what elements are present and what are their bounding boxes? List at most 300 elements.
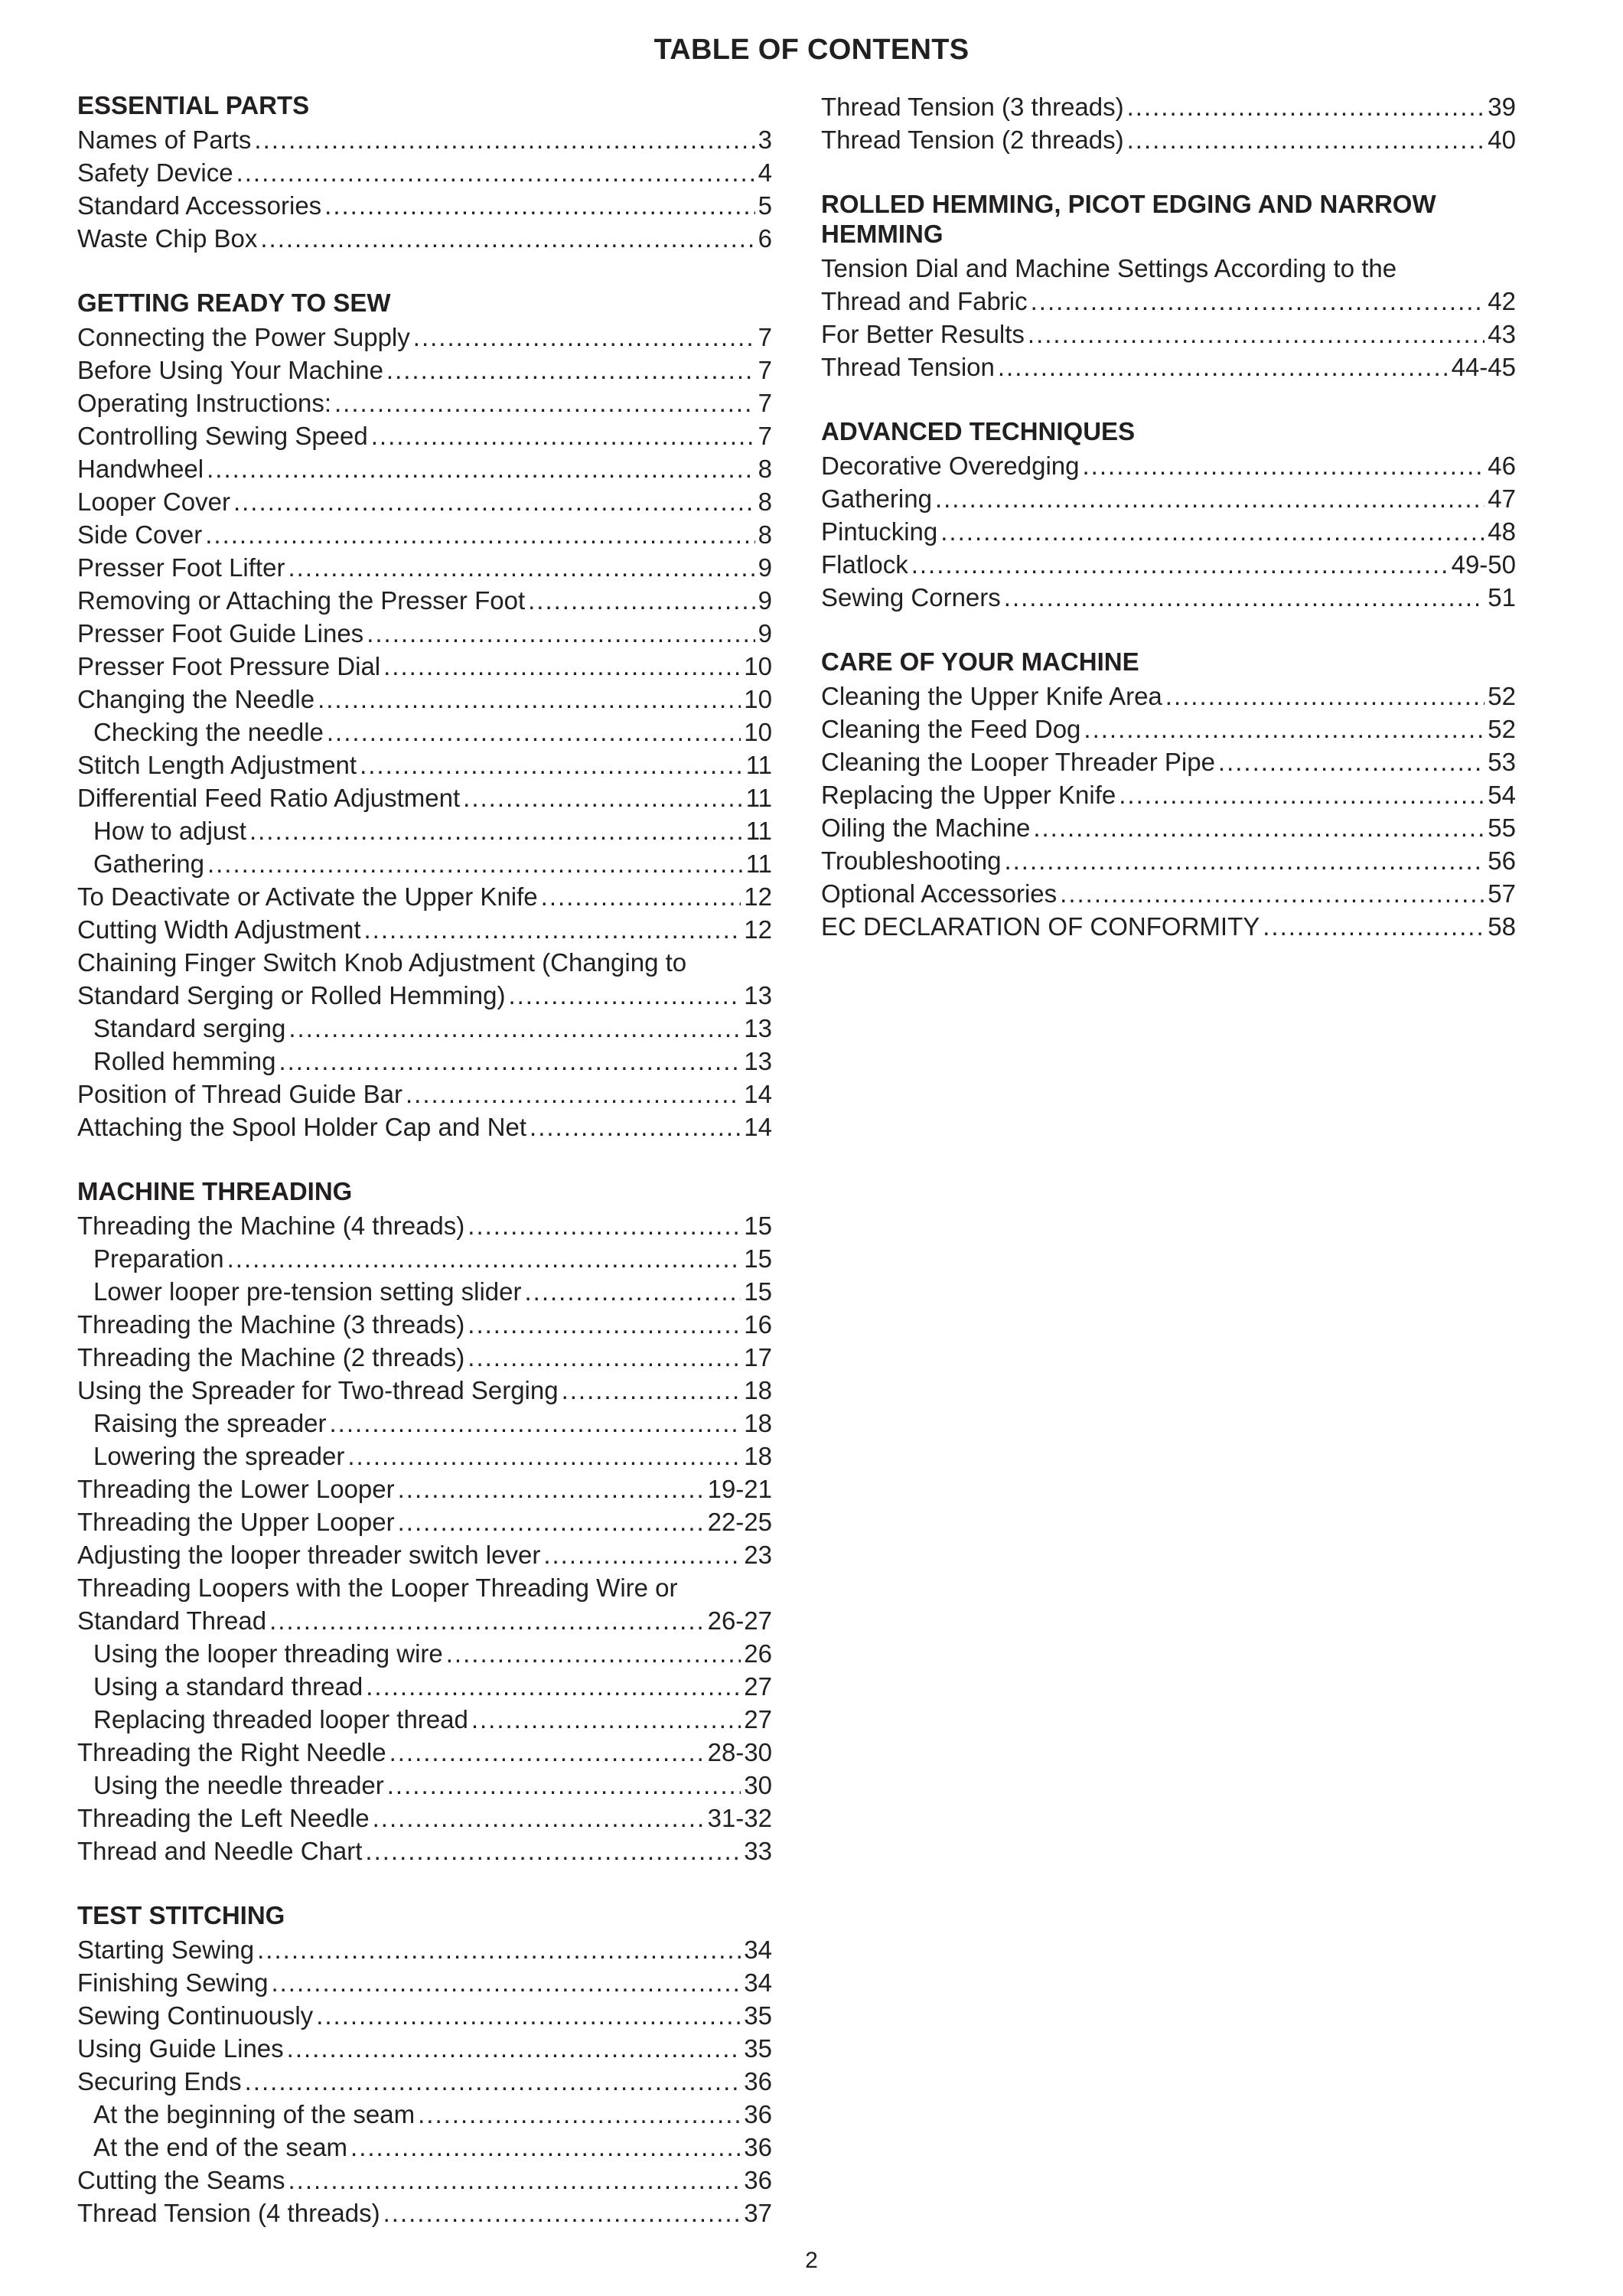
toc-entry	[821, 548, 1516, 581]
toc-entry	[77, 452, 772, 485]
toc-entry-page: 22-25	[707, 1508, 772, 1536]
toc-entry-title: Pintucking	[821, 517, 938, 546]
toc-entry	[821, 285, 1516, 318]
toc-entry-title: To Deactivate or Activate the Upper Knife	[77, 882, 538, 911]
toc-entry-title: Gathering	[93, 850, 204, 878]
toc-entry-page: 17	[744, 1343, 772, 1371]
toc-entry-page: 16	[744, 1310, 772, 1339]
toc-entry-page: 15	[744, 1277, 772, 1306]
toc-entry	[821, 811, 1516, 844]
toc-entry-page: 12	[744, 915, 772, 944]
toc-entry-page: 13	[744, 1047, 772, 1075]
toc-entry-title: Flatlock	[821, 550, 908, 579]
toc-entry-title: Side Cover	[77, 520, 203, 549]
toc-entry-page: 40	[1488, 126, 1516, 154]
toc-entry-title: Looper Cover	[77, 488, 230, 516]
toc-entry-page: 58	[1488, 912, 1516, 941]
toc-entry-title: Rolled hemming	[93, 1047, 276, 1075]
toc-entry	[77, 2197, 772, 2229]
toc-entry	[77, 781, 772, 814]
toc-entry-page: 12	[744, 882, 772, 911]
toc-entry-page: 8	[758, 520, 772, 549]
dot-leader	[245, 2065, 741, 2098]
toc-entry-title: Threading the Right Needle	[77, 1738, 386, 1766]
dot-leader	[1127, 90, 1485, 123]
toc-entry-page: 36	[744, 2100, 772, 2128]
toc-entry-title: Using a standard thread	[93, 1672, 363, 1701]
toc-entry-title: Threading the Machine (4 threads)	[77, 1212, 465, 1240]
toc-left-column	[77, 90, 772, 2262]
toc-entry-title: Cleaning the Looper Threader Pipe	[821, 748, 1215, 776]
dot-leader	[998, 351, 1449, 383]
toc-entry	[77, 2131, 772, 2164]
toc-entry	[77, 1275, 772, 1308]
dot-leader	[288, 1012, 741, 1045]
toc-entry-title: Oiling the Machine	[821, 814, 1031, 842]
dot-leader	[260, 222, 754, 255]
toc-entry	[77, 2098, 772, 2131]
toc-entry	[77, 1966, 772, 1999]
toc-entry-title: Securing Ends	[77, 2067, 242, 2095]
dot-leader	[383, 650, 741, 683]
dot-leader	[1028, 318, 1484, 351]
toc-entry-page: 54	[1488, 781, 1516, 809]
dot-leader	[543, 1538, 741, 1571]
toc-entry-title: Thread Tension (2 threads)	[821, 126, 1124, 154]
toc-entry	[77, 650, 772, 683]
dot-leader	[935, 482, 1484, 515]
toc-entry-page: 51	[1488, 583, 1516, 612]
dot-leader	[257, 1933, 741, 1966]
toc-entry-page: 9	[758, 586, 772, 615]
toc-entry-page: 35	[744, 2034, 772, 2063]
toc-entry-page: 14	[744, 1113, 772, 1141]
dot-leader	[468, 1308, 741, 1341]
toc-entry	[77, 1670, 772, 1703]
dot-leader	[288, 551, 754, 584]
dot-leader	[1004, 844, 1484, 877]
dot-leader	[562, 1374, 741, 1407]
toc-entry	[77, 354, 772, 386]
dot-leader	[269, 1604, 705, 1637]
dot-leader	[330, 1407, 741, 1440]
dot-leader	[365, 1835, 741, 1867]
toc-entry-title: Cutting Width Adjustment	[77, 915, 361, 944]
page-title: TABLE OF CONTENTS	[653, 34, 970, 66]
toc-entry-title: Names of Parts	[77, 126, 252, 154]
toc-section-essential-parts	[77, 90, 772, 255]
toc-entry-page: 7	[758, 389, 772, 417]
toc-entry	[821, 351, 1516, 383]
toc-entry-page: 56	[1488, 846, 1516, 875]
dot-leader	[398, 1473, 705, 1505]
dot-leader	[205, 518, 754, 551]
toc-entry	[77, 1012, 772, 1045]
toc-entry-page: 47	[1488, 484, 1516, 513]
dot-leader	[360, 748, 743, 781]
toc-entry-page: 18	[744, 1376, 772, 1404]
toc-entry-title: Lower looper pre-tension setting slider	[93, 1277, 522, 1306]
toc-entry-title: Cleaning the Upper Knife Area	[821, 682, 1162, 710]
toc-entry	[821, 90, 1516, 123]
dot-leader	[1218, 745, 1484, 778]
toc-entry-title: Stitch Length Adjustment	[77, 751, 357, 779]
dot-leader	[398, 1505, 705, 1538]
toc-entry-page: 52	[1488, 682, 1516, 710]
dot-leader	[468, 1209, 741, 1242]
dot-leader	[1084, 713, 1484, 745]
toc-entry	[77, 1769, 772, 1802]
toc-entry	[77, 1933, 772, 1966]
dot-leader	[334, 386, 755, 419]
toc-entry-title: Before Using Your Machine	[77, 356, 383, 384]
toc-entry	[77, 1637, 772, 1670]
toc-entry	[77, 1802, 772, 1835]
toc-entry-title-continued: Threading Loopers with the Looper Threading Wire or	[77, 1574, 678, 1602]
toc-entry	[77, 1374, 772, 1407]
toc-entry-title: Decorative Overedging	[821, 452, 1080, 480]
toc-entry-page: 10	[744, 685, 772, 713]
toc-entry	[77, 847, 772, 880]
toc-entry-title: Sewing Continuously	[77, 2001, 314, 2030]
toc-entry-title: Lowering the spreader	[93, 1442, 345, 1470]
toc-section-getting-ready-to-sew	[77, 288, 772, 1143]
toc-entry-page: 10	[744, 652, 772, 680]
dot-leader	[1060, 877, 1484, 910]
dot-leader	[386, 354, 755, 386]
toc-entry-title: Replacing threaded looper thread	[93, 1705, 468, 1733]
toc-entry	[821, 910, 1516, 943]
toc-entry-title-continued: Chaining Finger Switch Knob Adjustment (Changing to	[77, 948, 687, 977]
toc-entry-title: Optional Accessories	[821, 879, 1058, 908]
dot-leader	[249, 814, 743, 847]
toc-entry-page: 53	[1488, 748, 1516, 776]
toc-entry-page: 6	[758, 224, 772, 253]
toc-entry	[77, 321, 772, 354]
toc-entry	[77, 222, 772, 255]
toc-entry	[77, 485, 772, 518]
toc-entry-title: Using the looper threading wire	[93, 1639, 443, 1668]
toc-entry-title: Cutting the Seams	[77, 2166, 285, 2194]
dot-leader	[207, 847, 743, 880]
toc-entry-page: 33	[744, 1837, 772, 1865]
toc-entry-title: Sewing Corners	[821, 583, 1001, 612]
toc-entry	[821, 778, 1516, 811]
toc-entry-page: 26	[744, 1639, 772, 1668]
dot-leader	[318, 683, 741, 716]
page-number: 2	[805, 2248, 818, 2273]
toc-entry	[77, 1604, 772, 1637]
dot-leader	[233, 485, 755, 518]
toc-section-continued	[821, 90, 1516, 156]
toc-section-test-stitching	[77, 1900, 772, 2229]
toc-entry-title: Gathering	[821, 484, 932, 513]
toc-entry-title: For Better Results	[821, 320, 1025, 348]
dot-leader	[508, 979, 741, 1012]
toc-entry	[77, 518, 772, 551]
section-heading: ESSENTIAL PARTS	[77, 91, 310, 119]
toc-entry-title: Cleaning the Feed Dog	[821, 715, 1081, 743]
toc-entry-page: 11	[745, 817, 772, 845]
dot-leader	[446, 1637, 741, 1670]
dot-leader	[288, 2164, 741, 2197]
toc-entry-title: Presser Foot Lifter	[77, 553, 285, 582]
toc-entry	[77, 189, 772, 222]
toc-entry-title: Changing the Needle	[77, 685, 315, 713]
dot-leader	[1004, 581, 1485, 614]
toc-entry-title: Threading the Machine (2 threads)	[77, 1343, 465, 1371]
dot-leader	[940, 515, 1484, 548]
dot-leader	[468, 1341, 741, 1374]
toc-entry	[821, 449, 1516, 482]
toc-entry-title: Standard serging	[93, 1014, 286, 1042]
toc-entry	[821, 844, 1516, 877]
toc-entry-title: Presser Foot Pressure Dial	[77, 652, 381, 680]
toc-entry-page: 36	[744, 2133, 772, 2161]
dot-leader	[387, 1769, 741, 1802]
dot-leader	[236, 156, 755, 189]
toc-entry-page: 9	[758, 619, 772, 647]
dot-leader	[271, 1966, 741, 1999]
toc-entry-title: Using the Spreader for Two-thread Serging	[77, 1376, 559, 1404]
toc-entry	[77, 156, 772, 189]
toc-entry	[77, 123, 772, 156]
dot-leader	[227, 1242, 741, 1275]
toc-entry-page: 15	[744, 1244, 772, 1273]
toc-entry-page: 10	[744, 718, 772, 746]
dot-leader	[347, 1440, 741, 1473]
section-heading: TEST STITCHING	[77, 1901, 285, 1929]
toc-entry-title: At the end of the seam	[93, 2133, 348, 2161]
toc-entry-page: 8	[758, 488, 772, 516]
toc-entry	[821, 713, 1516, 745]
toc-entry	[77, 1703, 772, 1736]
dot-leader	[528, 584, 755, 617]
dot-leader	[530, 1110, 741, 1143]
toc-entry-page: 42	[1488, 287, 1516, 315]
toc-right-column	[821, 90, 1516, 976]
toc-entry	[77, 1538, 772, 1571]
dot-leader	[371, 419, 755, 452]
toc-entry	[77, 2032, 772, 2065]
toc-entry-title: Replacing the Upper Knife	[821, 781, 1116, 809]
toc-entry-title: Threading the Left Needle	[77, 1804, 370, 1832]
toc-section-care-of-your-machine	[821, 647, 1516, 943]
toc-entry-page: 8	[758, 455, 772, 483]
section-heading: ROLLED HEMMING, PICOT EDGING AND NARROW HEMMING	[821, 190, 1436, 248]
toc-entry-title: Controlling Sewing Speed	[77, 422, 368, 450]
dot-leader	[350, 2131, 741, 2164]
toc-entry	[821, 123, 1516, 156]
toc-entry-title: Connecting the Power Supply	[77, 323, 410, 351]
toc-entry-title: Safety Device	[77, 158, 233, 187]
dot-leader	[524, 1275, 741, 1308]
toc-entry-page: 7	[758, 323, 772, 351]
toc-entry	[77, 1341, 772, 1374]
dot-leader	[366, 1670, 741, 1703]
toc-entry	[77, 683, 772, 716]
toc-entry-page: 31-32	[707, 1804, 772, 1832]
toc-entry-page: 43	[1488, 320, 1516, 348]
toc-entry-title: Using the needle threader	[93, 1771, 384, 1799]
dot-leader	[1033, 811, 1484, 844]
toc-entry-title: Threading the Machine (3 threads)	[77, 1310, 465, 1339]
toc-section-advanced-techniques	[821, 416, 1516, 614]
toc-entry-page: 26-27	[707, 1606, 772, 1635]
dot-leader	[911, 548, 1449, 581]
toc-entry-page: 15	[744, 1212, 772, 1240]
toc-entry-title: Checking the needle	[93, 718, 324, 746]
dot-leader	[1127, 123, 1485, 156]
toc-entry-page: 46	[1488, 452, 1516, 480]
toc-entry	[821, 515, 1516, 548]
toc-entry	[77, 617, 772, 650]
toc-entry-title: Standard Accessories	[77, 191, 322, 220]
toc-entry	[77, 1045, 772, 1078]
toc-entry-title: At the beginning of the seam	[93, 2100, 416, 2128]
toc-entry	[77, 551, 772, 584]
dot-leader	[383, 2197, 741, 2229]
toc-entry	[821, 745, 1516, 778]
toc-entry	[77, 1209, 772, 1242]
toc-entry-page: 7	[758, 356, 772, 384]
toc-entry-page: 11	[745, 751, 772, 779]
toc-entry-title: Handwheel	[77, 455, 204, 483]
toc-entry	[77, 913, 772, 946]
toc-entry	[77, 748, 772, 781]
toc-entry-page: 57	[1488, 879, 1516, 908]
toc-section-machine-threading	[77, 1176, 772, 1867]
dot-leader	[367, 617, 754, 650]
dot-leader	[418, 2098, 741, 2131]
toc-entry	[77, 419, 772, 452]
toc-entry-title: Thread Tension	[821, 353, 995, 381]
toc-entry-title: Thread and Fabric	[821, 287, 1028, 315]
toc-entry-page: 3	[758, 126, 772, 154]
toc-entry-title: Raising the spreader	[93, 1409, 327, 1437]
toc-entry-title: Attaching the Spool Holder Cap and Net	[77, 1113, 527, 1141]
toc-entry	[77, 1473, 772, 1505]
toc-entry	[77, 1736, 772, 1769]
toc-entry-title: Differential Feed Ratio Adjustment	[77, 784, 461, 812]
toc-entry	[821, 482, 1516, 515]
toc-entry-page: 19-21	[707, 1475, 772, 1503]
toc-entry	[77, 716, 772, 748]
dot-leader	[287, 2032, 741, 2065]
toc-entry-title: Removing or Attaching the Presser Foot	[77, 586, 526, 615]
toc-entry	[77, 1078, 772, 1110]
toc-entry-page: 4	[758, 158, 772, 187]
toc-entry-title: Threading the Upper Looper	[77, 1508, 395, 1536]
toc-entry-page: 55	[1488, 814, 1516, 842]
dot-leader	[327, 716, 741, 748]
toc-entry-page: 44-45	[1451, 353, 1516, 381]
toc-entry	[77, 1505, 772, 1538]
toc-entry-page: 13	[744, 1014, 772, 1042]
toc-entry-page: 11	[745, 850, 772, 878]
dot-leader	[541, 880, 741, 913]
toc-entry-page: 52	[1488, 715, 1516, 743]
toc-entry-title: Threading the Lower Looper	[77, 1475, 395, 1503]
toc-entry	[821, 318, 1516, 351]
toc-entry-page: 27	[744, 1672, 772, 1701]
toc-entry-title-continued: Tension Dial and Machine Settings According to the	[821, 254, 1397, 282]
toc-entry-title: Thread Tension (4 threads)	[77, 2199, 380, 2227]
toc-entry-page: 49-50	[1451, 550, 1516, 579]
dot-leader	[463, 781, 743, 814]
toc-entry-page: 34	[744, 1968, 772, 1997]
dot-leader	[1119, 778, 1484, 811]
toc-entry-page: 36	[744, 2067, 772, 2095]
toc-entry	[77, 1407, 772, 1440]
section-heading: CARE OF YOUR MACHINE	[821, 647, 1139, 676]
dot-leader	[471, 1703, 741, 1736]
toc-entry-page: 48	[1488, 517, 1516, 546]
toc-entry-title: Standard Serging or Rolled Hemming)	[77, 981, 506, 1009]
dot-leader	[373, 1802, 705, 1835]
toc-entry-page: 37	[744, 2199, 772, 2227]
dot-leader	[406, 1078, 741, 1110]
toc-entry-page: 39	[1488, 93, 1516, 121]
toc-entry-page: 14	[744, 1080, 772, 1108]
toc-entry	[77, 1440, 772, 1473]
dot-leader	[364, 913, 741, 946]
dot-leader	[324, 189, 754, 222]
toc-entry	[77, 386, 772, 419]
toc-entry-page: 34	[744, 1936, 772, 1964]
toc-entry	[77, 2065, 772, 2098]
toc-entry	[821, 581, 1516, 614]
dot-leader	[279, 1045, 741, 1078]
toc-entry	[821, 680, 1516, 713]
toc-entry-page: 27	[744, 1705, 772, 1733]
section-heading: GETTING READY TO SEW	[77, 289, 391, 317]
toc-entry-page: 18	[744, 1409, 772, 1437]
toc-entry-page: 28-30	[707, 1738, 772, 1766]
dot-leader	[413, 321, 755, 354]
toc-entry	[77, 1308, 772, 1341]
toc-entry-title: Preparation	[93, 1244, 224, 1273]
toc-entry	[821, 877, 1516, 910]
dot-leader	[254, 123, 754, 156]
toc-entry-title: Starting Sewing	[77, 1936, 255, 1964]
dot-leader	[207, 452, 755, 485]
toc-entry-page: 9	[758, 553, 772, 582]
toc-entry-title: Operating Instructions:	[77, 389, 331, 417]
toc-entry-page: 11	[745, 784, 772, 812]
toc-entry-title: EC DECLARATION OF CONFORMITY	[821, 912, 1260, 941]
toc-entry-page: 23	[744, 1541, 772, 1569]
toc-entry-title: How to adjust	[93, 817, 246, 845]
dot-leader	[1031, 285, 1485, 318]
toc-entry-title: Position of Thread Guide Bar	[77, 1080, 402, 1108]
dot-leader	[1165, 680, 1484, 713]
section-heading: ADVANCED TECHNIQUES	[821, 417, 1136, 445]
toc-entry	[77, 1999, 772, 2032]
dot-leader	[1263, 910, 1484, 943]
toc-entry	[77, 1110, 772, 1143]
toc-entry-page: 36	[744, 2166, 772, 2194]
toc-entry-title: Thread Tension (3 threads)	[821, 93, 1124, 121]
toc-entry-page: 13	[744, 981, 772, 1009]
section-heading: MACHINE THREADING	[77, 1177, 353, 1205]
toc-entry-title: Standard Thread	[77, 1606, 267, 1635]
toc-entry-page: 30	[744, 1771, 772, 1799]
toc-entry	[77, 584, 772, 617]
toc-entry	[77, 979, 772, 1012]
toc-entry	[77, 1242, 772, 1275]
toc-entry	[77, 814, 772, 847]
